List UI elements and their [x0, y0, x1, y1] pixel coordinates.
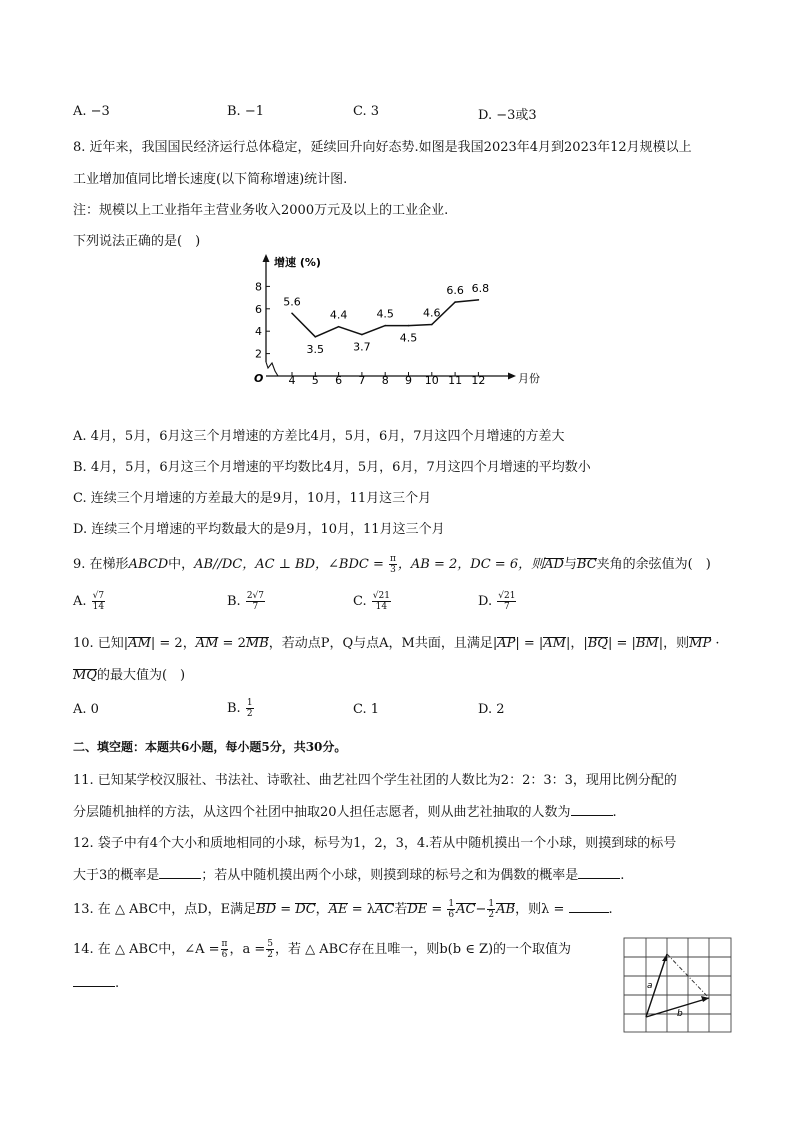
q13-text: 13. 在 △ ABC中，点D，E满足 [73, 902, 257, 917]
q10-stem-line1 [73, 632, 719, 651]
y-tick-label: 4 [255, 325, 262, 339]
q13-text: 若 [394, 902, 408, 917]
q8-option-d: D. 连续三个月增速的平均数最大的是9月，10月，11月这三个月 [73, 522, 445, 537]
frac-den: 6 [221, 950, 228, 960]
q9-option-d [478, 591, 517, 612]
data-point [454, 301, 456, 303]
q10-option-a: A. 0 [73, 702, 99, 717]
x-tick-label: 11 [448, 374, 463, 387]
q10-text: |，| [565, 636, 588, 651]
vector-ap: AP [497, 636, 516, 651]
frac-den: 2 [267, 950, 273, 960]
q9-frac-den: 3 [390, 565, 396, 575]
q9-stem [73, 553, 711, 575]
q10-text: | = 2， [150, 636, 196, 651]
vector-dc: DC [295, 902, 316, 917]
q12-text: ；若从中随机摸出两个小球，则摸到球的标号之和为偶数的概率是 [201, 868, 579, 883]
data-label: 4.5 [376, 307, 394, 321]
q13-text: ， [315, 902, 329, 917]
q9-option-b [227, 591, 266, 612]
frac-num: 1 [246, 698, 253, 708]
q10-option-b [227, 698, 255, 719]
data-label: 6.6 [446, 284, 464, 298]
q11-end: . [612, 805, 617, 820]
y-tick-label: 2 [255, 347, 262, 361]
q10-text: = 2 [218, 636, 246, 651]
q10-stem-line2 [73, 664, 185, 683]
q8-stem-line1: 8. 近年来，我国国民经济运行总体稳定，延续回升向好态势.如图是我国2023年4月到2023年12月规模以上 [73, 140, 692, 155]
axis-break [266, 362, 278, 376]
data-point [315, 336, 317, 338]
frac-den: 6 [448, 910, 455, 920]
data-point [361, 334, 363, 336]
q9-text: 与 [563, 557, 577, 572]
frac-pi-over-6 [221, 939, 229, 960]
answer-blank[interactable] [569, 902, 609, 913]
vector-bq: BQ [587, 636, 608, 651]
q13-text: ，则λ = [515, 902, 569, 917]
x-tick-label: 7 [358, 374, 366, 387]
data-label: 4.4 [329, 308, 348, 322]
q9-frac-num: π [390, 554, 396, 564]
growth-rate-chart [250, 250, 540, 395]
data-point [408, 325, 410, 327]
q9-tail: 夹角的余弦值为( ) [596, 557, 711, 572]
vector-am: AM [195, 636, 219, 651]
vector-de: DE [407, 902, 428, 917]
q11-line2 [73, 801, 617, 820]
answer-blank[interactable] [73, 976, 115, 987]
frac-one-sixth [447, 899, 455, 920]
vector-am: AM [128, 636, 151, 651]
q7-option-a: A. −3 [73, 104, 110, 119]
data-point [478, 299, 480, 301]
q9-option-a [73, 591, 106, 612]
label-b: b [677, 1009, 683, 1019]
q8-note: 注：规模以上工业指年主营业务收入2000万元及以上的工业企业. [73, 203, 449, 218]
q13-text: = λ [347, 902, 375, 917]
data-label: 3.5 [306, 342, 325, 356]
x-tick-label: 12 [471, 374, 486, 387]
section-heading: 二、填空题：本题共6小题，每小题5分，共30分。 [73, 740, 347, 754]
grid-figure [622, 936, 734, 1036]
frac-num: 1 [448, 899, 455, 909]
answer-blank[interactable] [578, 868, 620, 879]
q8-option-a: A. 4月，5月，6月这三个月增速的方差比4月，5月，6月，7月这四个月增速的方差大 [73, 429, 565, 444]
y-tick-label: 6 [255, 302, 262, 316]
q9-number: 9. [73, 557, 86, 572]
q13-text: = [276, 902, 296, 917]
q13-stem [73, 898, 613, 920]
y-axis-arrow [263, 254, 270, 262]
frac-num: π [221, 939, 228, 949]
q10-text: | = | [607, 636, 636, 651]
vector-mq: MQ [73, 668, 97, 683]
frac-num: 1 [488, 899, 495, 909]
q14-line2 [73, 976, 119, 991]
vector-ac: AC [456, 902, 476, 917]
q8-option-b: B. 4月，5月，6月这三个月增速的平均数比4月，5月，6月，7月这四个月增速的平均数小 [73, 460, 591, 475]
vector-am: AM [543, 636, 566, 651]
chart-title: 增速 (%) [274, 256, 321, 269]
data-point [384, 325, 386, 327]
q13-text: = [427, 902, 447, 917]
option-label: C. [353, 594, 367, 609]
q10-text: ，若动点P，Q与点A，M共面，且满足| [268, 636, 498, 651]
y-tick-label: 8 [255, 280, 262, 294]
data-point [338, 326, 340, 328]
frac-num: √21 [372, 591, 390, 601]
frac-num: 2√7 [246, 591, 265, 601]
x-tick-label: 9 [405, 374, 412, 387]
q11-line1: 11. 已知某学校汉服社、书法社、诗歌社、曲艺社四个学生社团的人数比为2：2：3：3，现用比例分配的 [73, 773, 677, 788]
data-label: 3.7 [353, 340, 371, 354]
frac-num: √21 [498, 591, 516, 601]
vector-bc: BC [576, 557, 597, 572]
answer-blank[interactable] [159, 868, 201, 879]
vector-mp: MP [689, 636, 712, 651]
data-point [431, 324, 433, 326]
frac-den: 2 [246, 709, 253, 719]
vector-mb: MB [245, 636, 269, 651]
q10-option-d: D. 2 [478, 702, 505, 717]
q10-text: 10. 已知| [73, 636, 129, 651]
vector-ad: AD [544, 557, 564, 572]
label-a: a [647, 981, 653, 991]
q10-text: |，则 [658, 636, 690, 651]
q14-text: ，若 △ ABC存在且唯一，则b(b ∈ Z)的一个取值为 [274, 942, 572, 957]
x-tick-label: 8 [381, 374, 389, 387]
data-label: 5.6 [283, 295, 301, 309]
q14-end: . [115, 976, 120, 991]
vector-bm: BM [635, 636, 659, 651]
q7-option-d: D. −3或3 [478, 108, 537, 123]
x-tick-label: 5 [311, 374, 319, 387]
q14-text: ，a = [229, 942, 266, 957]
vector-ae: AE [328, 902, 348, 917]
x-tick-label: 6 [335, 374, 343, 387]
q12-line1: 12. 袋子中有4个大小和质地相同的小球，标号为1，2，3，4.若从中随机摸出一个小球，则摸到球的标号 [73, 836, 677, 851]
option-label: D. [478, 594, 493, 609]
q12-text: 大于3的概率是 [73, 868, 160, 883]
q13-end: . [608, 902, 613, 917]
q9-condition: AB//DC，AC ⊥ BD，∠BDC = [194, 557, 384, 572]
q12-end: . [620, 868, 625, 883]
data-label: 4.5 [399, 331, 418, 345]
data-label: 6.8 [471, 281, 490, 295]
q10-text: 的最大值为( ) [96, 668, 186, 683]
frac-five-halves [266, 939, 274, 960]
vector-ac: AC [374, 902, 395, 917]
option-label: B. [227, 701, 241, 716]
q13-text: − [475, 902, 487, 917]
x-tick-label: 10 [424, 374, 439, 387]
frac-den: 14 [92, 602, 105, 612]
q10-text: | = | [515, 636, 544, 651]
q10-option-c: C. 1 [353, 702, 380, 717]
x-axis-label: 月份 [518, 372, 540, 385]
q11-text: 分层随机抽样的方法，从这四个社团中抽取20人担任志愿者，则从曲艺社抽取的人数为 [73, 805, 571, 820]
data-point [291, 312, 293, 314]
frac-one-half [487, 899, 495, 920]
vector-ab: AB [496, 902, 516, 917]
x-axis-arrow [508, 373, 516, 380]
frac-num: 5 [267, 939, 273, 949]
q9-pi-over-3 [389, 554, 397, 575]
q8-option-c: C. 连续三个月增速的方差最大的是9月，10月，11月这三个月 [73, 491, 432, 506]
q9-condition2: ，AB = 2，DC = 6，则 [397, 557, 545, 572]
data-label: 4.6 [423, 306, 441, 320]
q9-abcd: ABCD [128, 557, 169, 572]
x-tick-label: 4 [288, 374, 296, 387]
q14-stem [73, 938, 571, 960]
vector-bd: BD [256, 902, 277, 917]
origin-label: O [254, 372, 264, 385]
option-label: A. [73, 594, 87, 609]
q14-text: 14. 在 △ ABC中，∠A = [73, 942, 220, 957]
q12-line2 [73, 864, 624, 883]
frac-num: √7 [92, 591, 105, 601]
frac-den: 2 [488, 910, 495, 920]
q7-option-c: C. 3 [353, 104, 380, 119]
frac-den: 7 [503, 602, 510, 612]
q9-option-c [353, 591, 392, 612]
frac-den: 7 [252, 602, 259, 612]
q9-text: 中， [168, 557, 195, 572]
q8-ask: 下列说法正确的是( ) [73, 234, 201, 249]
q7-option-b: B. −1 [227, 104, 264, 119]
frac-den: 14 [375, 602, 388, 612]
q9-text: 在梯形 [89, 557, 129, 572]
dot-product: · [711, 636, 720, 651]
q8-stem-line2: 工业增加值同比增长速度(以下简称增速)统计图. [73, 172, 348, 187]
answer-blank[interactable] [571, 805, 613, 816]
option-label: B. [227, 594, 241, 609]
